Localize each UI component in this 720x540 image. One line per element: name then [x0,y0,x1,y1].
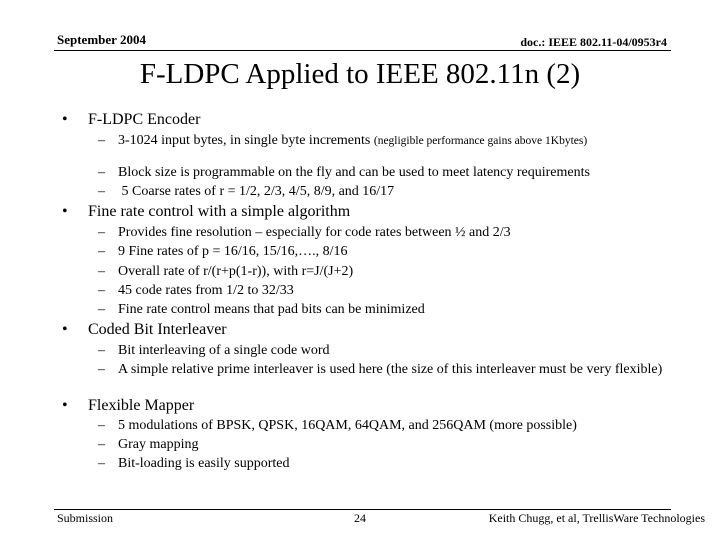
sub-item-text: 45 code rates from 1/2 to 32/33 [118,283,294,298]
sub-item-text: Overall rate of r/(r+p(1-r)), with r=J/(J+2) [118,264,354,279]
sub-item-text: Bit-loading is easily supported [118,456,290,471]
sub-item-text: 5 modulations of BPSK, QPSK, 16QAM, 64QAM, and 256QAM (more possible) [118,418,577,433]
sub-item-text: Fine rate control means that pad bits can be minimized [118,302,425,317]
footer-author: Keith Chugg, et al, TrellisWare Technologies [488,511,705,525]
page-number: 24 [354,511,366,525]
dash-marker: – [98,456,105,471]
sub-item [98,343,330,359]
dash-marker: – [98,302,105,317]
bullet-fine-rate-control [62,203,350,221]
bullet-coded-bit-interleaver [62,321,227,339]
dash-marker: – [98,437,105,452]
dash-marker: – [98,264,105,279]
sub-item-text: Provides fine resolution – especially for code rates between ½ and 2/3 [118,225,511,240]
footer-submission: Submission [57,511,114,525]
dash-marker: – [98,184,105,199]
sub-item [98,165,590,181]
dash-marker: – [98,343,105,358]
header-date: September 2004 [57,32,146,47]
bullet-marker: • [62,321,68,338]
sub-item [98,133,668,149]
bullet-label: Fine rate control with a simple algorithm [88,203,351,220]
sub-item [98,437,198,453]
dash-marker: – [98,133,105,148]
header-divider [54,50,671,51]
header-doc-id: doc.: IEEE 802.11-04/0953r4 [520,35,667,49]
dash-marker: – [98,225,105,240]
bullet-marker: • [62,111,68,128]
dash-marker: – [98,418,105,433]
sub-item [98,456,289,472]
sub-item-text: 3-1024 input bytes, in single byte increments [118,133,371,148]
sub-item [98,264,353,280]
dash-marker: – [98,244,105,259]
slide-title: F-LDPC Applied to IEEE 802.11n (2) [139,58,581,90]
bullet-label: F-LDPC Encoder [88,111,201,128]
dash-marker: – [98,362,105,377]
sub-item [98,418,577,434]
bullet-flexible-mapper [62,397,194,415]
sub-item-text: A simple relative prime interleaver is used here (the size of this interleaver must be very flexible) [118,362,663,377]
sub-item [98,362,668,378]
sub-item-text: 5 Coarse rates of r = 1/2, 2/3, 4/5, 8/9, and 16/17 [118,184,395,199]
sub-item-text: 9 Fine rates of p = 16/16, 15/16,…., 8/16 [118,244,348,259]
bullet-f-ldpc-encoder [62,111,200,129]
sub-item [98,244,348,260]
dash-marker: – [98,283,105,298]
sub-item [98,302,425,318]
bullet-marker: • [62,397,68,414]
sub-item [98,225,511,241]
sub-item [98,283,294,299]
dash-marker: – [98,165,105,180]
sub-item-text: Block size is programmable on the fly and can be used to meet latency requirements [118,165,590,180]
sub-item-text: Bit interleaving of a single code word [118,343,330,358]
bullet-label: Flexible Mapper [88,397,195,414]
bullet-label: Coded Bit Interleaver [88,321,227,338]
bullet-marker: • [62,203,68,220]
footer-divider [54,509,671,510]
sub-item-note: (negligible performance gains above 1Kbytes) [373,135,588,147]
sub-item-text: Gray mapping [118,437,199,452]
sub-item [98,184,394,200]
